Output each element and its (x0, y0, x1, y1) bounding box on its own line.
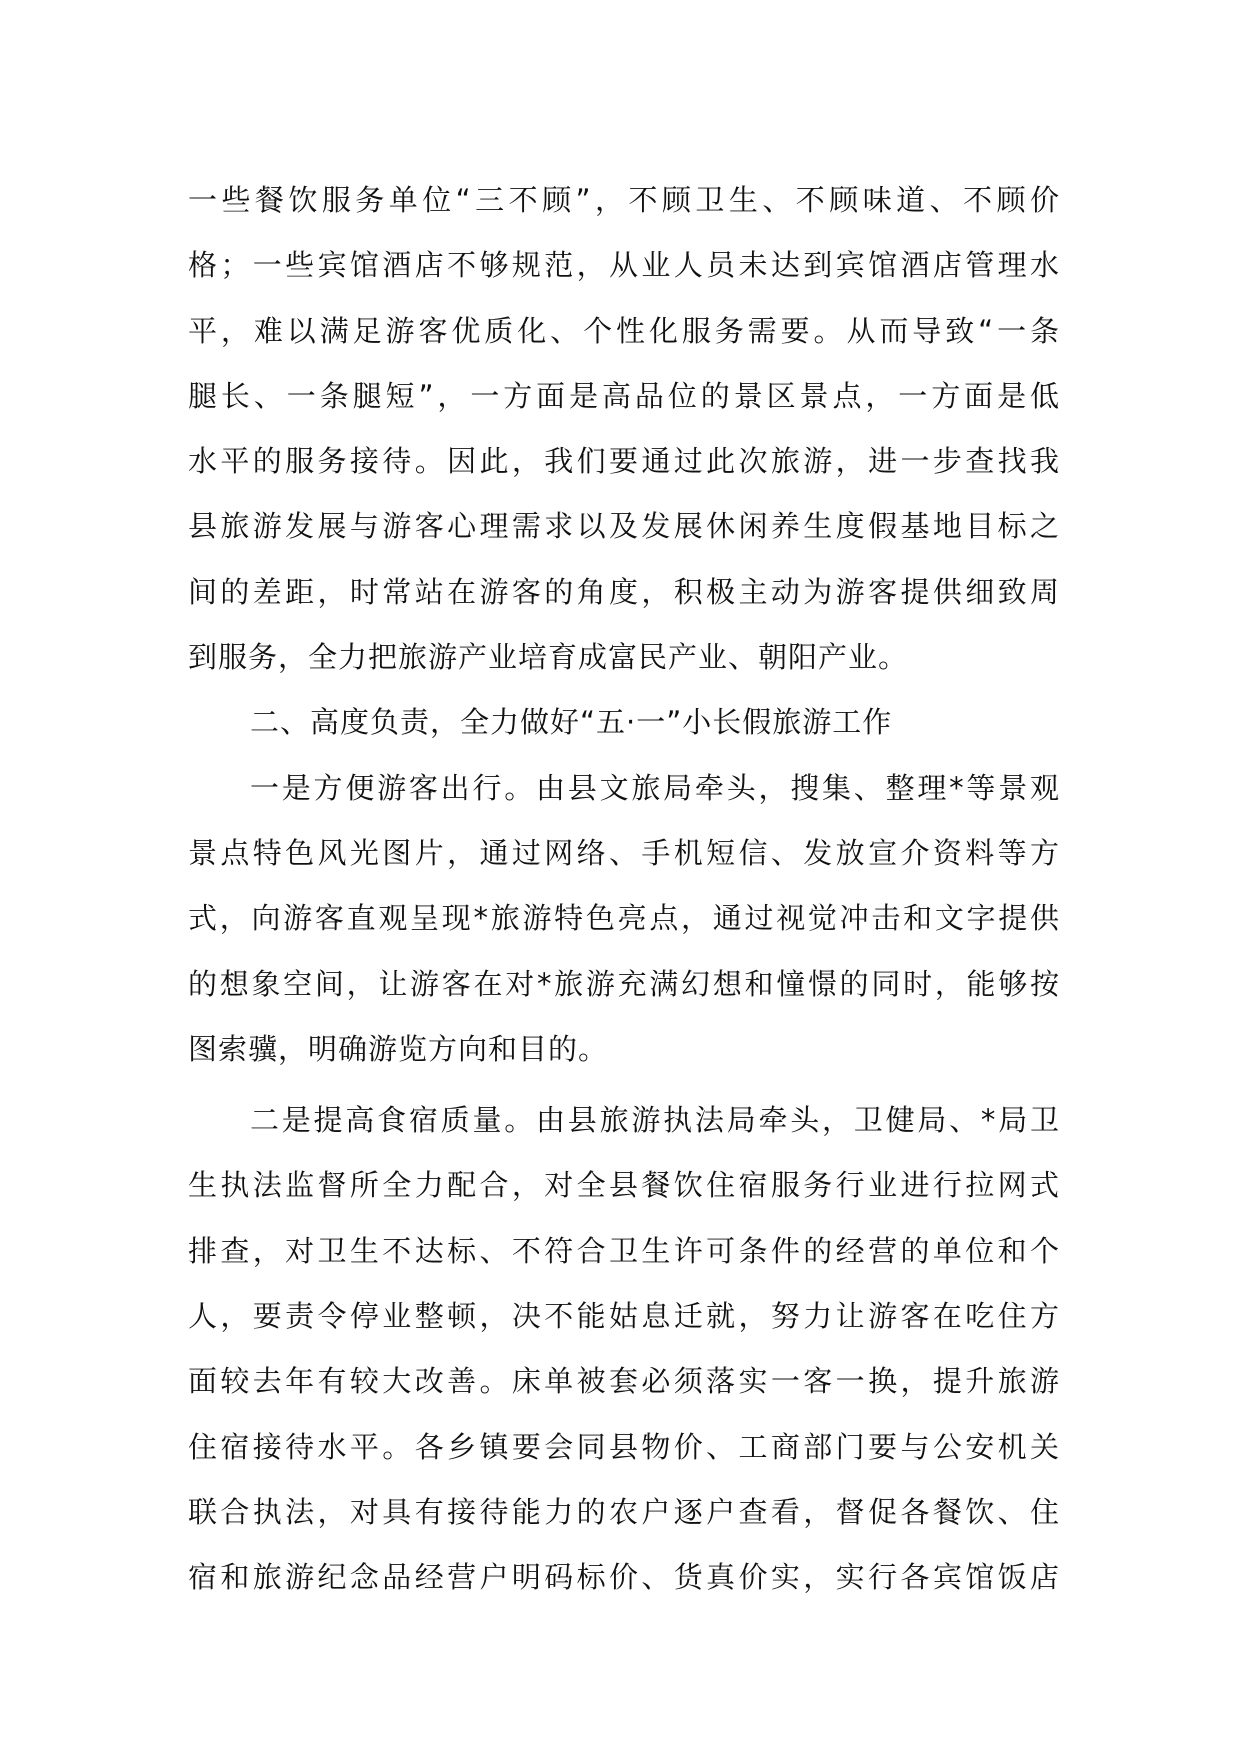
text-line: 生执法监督所全力配合，对全县餐饮住宿服务行业进行拉网式 (188, 1168, 1060, 1203)
text-line: 式，向游客直观呈现*旅游特色亮点，通过视觉冲击和文字提供 (188, 901, 1060, 936)
text-line: 人，要责令停业整顿，决不能姑息迁就，努力让游客在吃住方 (188, 1299, 1060, 1334)
text-line: 到服务，全力把旅游产业培育成富民产业、朝阳产业。 (188, 640, 909, 675)
text-line: 宿和旅游纪念品经营户明码标价、货真价实，实行各宾馆饭店 (188, 1560, 1060, 1595)
document-body (188, 168, 1060, 1611)
text-line: 联合执法，对具有接待能力的农户逐户查看，督促各餐饮、住 (188, 1494, 1060, 1529)
text-line: 平，难以满足游客优质化、个性化服务需要。从而导致“一条 (188, 313, 1060, 348)
text-line: 格；一些宾馆酒店不够规范，从业人员未达到宾馆酒店管理水 (188, 248, 1060, 283)
text-line: 水平的服务接待。因此，我们要通过此次旅游，进一步查找我 (188, 444, 1060, 479)
text-line: 景点特色风光图片，通过网络、手机短信、发放宣介资料等方 (188, 835, 1060, 870)
text-line: 住宿接待水平。各乡镇要会同县物价、工商部门要与公安机关 (188, 1429, 1060, 1464)
text-line: 二是提高食宿质量。由县旅游执法局牵头，卫健局、*局卫 (250, 1103, 1060, 1138)
text-line: 图索骥，明确游览方向和目的。 (188, 1031, 609, 1066)
text-line: 排查，对卫生不达标、不符合卫生许可条件的经营的单位和个 (188, 1233, 1060, 1268)
text-line: 间的差距，时常站在游客的角度，积极主动为游客提供细致周 (188, 574, 1060, 609)
section-heading: 二、高度负责，全力做好“五·一”小长假旅游工作 (250, 705, 893, 740)
text-line: 的想象空间，让游客在对*旅游充满幻想和憧憬的同时，能够按 (188, 966, 1060, 1001)
text-line: 县旅游发展与游客心理需求以及发展休闲养生度假基地目标之 (188, 509, 1060, 544)
text-line: 面较去年有较大改善。床单被套必须落实一客一换，提升旅游 (188, 1364, 1060, 1399)
text-line: 腿长、一条腿短”，一方面是高品位的景区景点，一方面是低 (188, 378, 1060, 413)
text-line: 一些餐饮服务单位“三不顾”，不顾卫生、不顾味道、不顾价 (188, 183, 1060, 217)
text-line: 一是方便游客出行。由县文旅局牵头，搜集、整理*等景观 (250, 770, 1060, 805)
